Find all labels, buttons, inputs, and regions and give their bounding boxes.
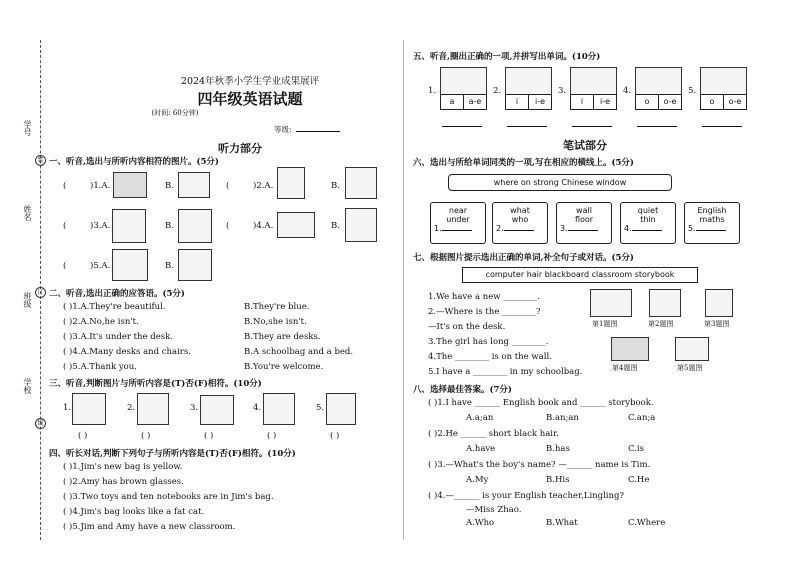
s6-group-4 [620,202,676,244]
s5-opt-5a[interactable]: o [700,94,724,110]
s1-q5a-image[interactable] [112,249,148,281]
s6-word: near [448,206,468,215]
s7-caption-5: 第5题图 [677,364,703,372]
s3-num-1: 1. [63,403,72,413]
s6-word: what [510,206,530,215]
s2-title: 二、听音,选出正确的应答语。(5分) [49,289,185,299]
s5-opt-1b[interactable]: a-e [463,94,487,110]
s2-q4-b: B.A schoolbag and a bed. [244,347,354,357]
s8-title: 八、选择最佳答案。(7分) [413,385,512,395]
s1-q1-paren: ( [63,181,67,191]
s7-line-1: 1.We have a new ________. [428,292,540,302]
s6-num: 3. [560,224,568,233]
s6-num: 2. [496,224,504,233]
s5-opt-4a[interactable]: o [635,94,659,110]
s7-pic-1 [590,289,632,317]
s7-caption-1: 第1题图 [592,320,618,328]
s7-pic-5 [675,337,709,361]
s1-q3-label: )3.A. [90,221,111,231]
s8-q1-opt-c[interactable]: C.an;a [628,413,656,423]
s3-num-3: 3. [190,403,199,413]
s8-q4: ( )4.—______ is your English teacher,Lingling? [428,491,624,501]
s5-opt-3a[interactable]: i [570,94,594,110]
time-limit: (时间: 60分钟) [151,109,199,117]
s1-q4b-image[interactable] [345,208,377,242]
s8-q4-opt-a[interactable]: A.Who [466,518,495,528]
s5-num-3: 3. [558,86,567,96]
grade-blank[interactable] [296,131,340,132]
s8-q1: ( )1.I have ______ English book and ______ storybook. [428,398,654,408]
writing-heading: 笔试部分 [563,139,607,152]
binding-circle: 装 [35,155,46,166]
s1-q3a-image[interactable] [112,209,146,243]
s6-answer-1[interactable] [442,230,472,231]
s8-q3-opt-a[interactable]: A.My [466,475,489,485]
s5-spell-3[interactable] [572,126,612,127]
s5-pic-2 [505,67,552,95]
s5-num-2: 2. [493,86,502,96]
s5-opt-2b[interactable]: i-e [528,94,552,110]
s1-q5-paren: ( [63,261,67,271]
s1-q1-label: )1.A. [90,181,111,191]
s7-pic-4 [611,337,649,361]
s7-caption-2: 第2题图 [648,320,674,328]
s6-answer-4[interactable] [632,230,662,231]
s3-pic-4 [263,393,295,425]
s1-q5-b: B. [165,261,174,271]
page-title: 四年级英语试题 [197,90,303,108]
s3-pic-1 [72,393,106,425]
s8-q2: ( )2.He ______ short black hair. [428,429,559,439]
label-student-id: 学号 [23,120,32,136]
s5-spell-1[interactable] [442,126,482,127]
s6-answer-3[interactable] [568,230,598,231]
s5-num-4: 4. [623,86,632,96]
s1-q5b-image[interactable] [178,249,212,281]
s7-pic-3 [705,289,733,317]
s8-q3-opt-b[interactable]: B.His [546,475,570,485]
s6-num: 5. [688,224,696,233]
s5-pic-3 [570,67,617,95]
s1-q4-label: )4.A. [253,221,274,231]
s6-num: 1. [434,224,442,233]
s6-word: quiet [637,206,659,215]
s7-word-bank: computer hair blackboard classroom storybook [462,267,698,283]
s2-q3-b: B.They are desks. [244,332,321,342]
s8-q1-opt-b[interactable]: B.an;an [546,413,579,423]
page-divider [403,40,404,540]
s3-num-2: 2. [127,403,136,413]
s6-word: under [446,215,470,224]
listening-heading: 听力部分 [218,142,262,155]
s6-word: wall [576,206,592,215]
s5-opt-3b[interactable]: i-e [593,94,617,110]
s5-num-1: 1. [428,86,437,96]
s7-caption-3: 第3题图 [704,320,730,328]
s7-pic-2 [649,289,681,317]
s1-q3b-image[interactable] [178,209,212,243]
label-name: 姓名 [23,205,32,221]
s1-q1-b: B. [165,181,174,191]
s5-title: 五、听音,圈出正确的一项,并拼写出单词。(10分) [413,52,601,62]
s2-q2-a: ( )2.A.No,he isn't. [63,317,139,327]
s1-title: 一、听音,选出与所听内容相符的图片。(5分) [49,157,219,167]
s1-q1a-image[interactable] [113,172,147,198]
s2-q1-b: B.They're blue. [244,302,310,312]
s1-q4-b: B. [331,221,340,231]
s6-title: 六、选出与所给单词同类的一项,写在相应的横线上。(5分) [413,158,634,168]
s6-word: thin [640,215,656,224]
s8-q2-opt-a[interactable]: A.have [466,444,496,454]
s8-q1-opt-a[interactable]: A.a;an [466,413,494,423]
s5-pic-4 [635,67,682,95]
s3-num-4: 4. [253,403,262,413]
s2-q5-b: B.You're welcome. [244,362,324,372]
s4-item-3: ( )3.Two toys and ten notebooks are in Jim's bag. [63,492,274,502]
s7-line-3: 3.The girl has long ________. [428,337,549,347]
s6-group-3 [556,202,612,244]
s8-q3-opt-c[interactable]: C.He [628,475,650,485]
s3-pic-5 [326,393,356,425]
s5-spell-2[interactable] [507,126,547,127]
grade-label: 等级: [274,125,292,134]
s7-line-2: 2.—Where is the ________? [428,307,541,317]
s4-item-1: ( )1.Jim's new bag is yellow. [63,462,183,472]
binding-circle: 订 [35,287,46,298]
s5-num-5: 5. [688,86,697,96]
exam-name: 2024年秋季小学生学业成果展评 [180,76,320,87]
s3-pic-2 [137,393,169,425]
s5-opt-1a[interactable]: a [440,94,464,110]
binding-circle: 线 [35,418,46,429]
s6-word: English [697,206,727,215]
s8-q4-opt-b[interactable]: B.What [546,518,578,528]
label-school: 学校 [23,378,32,394]
s4-title: 四、听长对话,判断下列句子与所听内容是(T)否(F)相符。(10分) [49,449,296,459]
s1-q2-label: )2.A. [253,181,274,191]
s6-word-bank: where on strong Chinese window [448,174,672,191]
s4-item-2: ( )2.Amy has brown glasses. [63,477,184,487]
s2-q2-b: B.No,she isn't. [244,317,307,327]
label-class: 班级 [23,292,32,308]
s3-num-5: 5. [316,403,325,413]
s4-item-5: ( )5.Jim and Amy have a new classroom. [63,522,236,532]
s3-blank-5[interactable]: ( ) [330,431,340,441]
s4-item-4: ( )4.Jim's bag looks like a fat cat. [63,507,205,517]
s5-opt-2a[interactable]: i [505,94,529,110]
s2-q4-a: ( )4.A.Many desks and chairs. [63,347,191,357]
s2-q3-a: ( )3.A.It's under the desk. [63,332,173,342]
s1-q4a-image[interactable] [277,212,315,238]
s1-q2-paren: ( [226,181,230,191]
s3-blank-3[interactable]: ( ) [204,431,214,441]
s3-blank-2[interactable]: ( ) [141,431,151,441]
s3-blank-1[interactable]: ( ) [78,431,88,441]
s7-title: 七、根据图片提示选出正确的单词,补全句子或对话。(5分) [413,253,634,263]
s6-group-2 [492,202,548,244]
s7-caption-4: 第4题图 [612,364,638,372]
s5-opt-4b[interactable]: o-e [658,94,682,110]
s6-word: maths [699,215,725,224]
s5-spell-5[interactable] [702,126,742,127]
s2-q5-a: ( )5.A.Thank you. [63,362,137,372]
s6-num: 4. [624,224,632,233]
s1-q1b-image[interactable] [178,172,210,198]
s8-q4-answer: —Miss Zhao. [466,505,522,515]
s8-q4-opt-c[interactable]: C.Where [628,518,666,528]
s6-word: floor [574,215,594,224]
s1-q5-label: )5.A. [90,261,111,271]
s3-pic-3 [200,395,234,425]
s3-title: 三、听音,判断图片与所听内容是(T)否(F)相符。(10分) [49,379,262,389]
s5-pic-5 [700,67,747,95]
s3-blank-4[interactable]: ( ) [267,431,277,441]
s2-q1-a: ( )1.A.They're beautiful. [63,302,166,312]
s5-pic-1 [440,67,487,95]
s1-q2b-image[interactable] [345,167,377,199]
s6-answer-2[interactable] [504,230,534,231]
s8-q2-opt-c[interactable]: C.is [628,444,644,454]
s8-q3: ( )3.—What's the boy's name? —______ name is Tim. [428,460,651,470]
s6-group-1 [430,202,486,244]
s5-opt-5b[interactable]: o-e [723,94,747,110]
s7-line-4: 4.The ________ is on the wall. [428,352,552,362]
s1-q2-b: B. [331,181,340,191]
s5-spell-4[interactable] [637,126,677,127]
s1-q3-b: B. [165,221,174,231]
s1-q3-paren: ( [63,221,67,231]
s6-group-5 [684,202,740,244]
s6-answer-5[interactable] [696,230,726,231]
s6-word: who [511,215,529,224]
s1-q4-paren: ( [226,221,230,231]
s1-q2a-image[interactable] [277,167,305,199]
s7-line-5: 5.I have a ________ in my schoolbag. [428,367,583,377]
s8-q2-opt-b[interactable]: B.has [546,444,570,454]
s7-line-2b: —It's on the desk. [428,322,506,332]
